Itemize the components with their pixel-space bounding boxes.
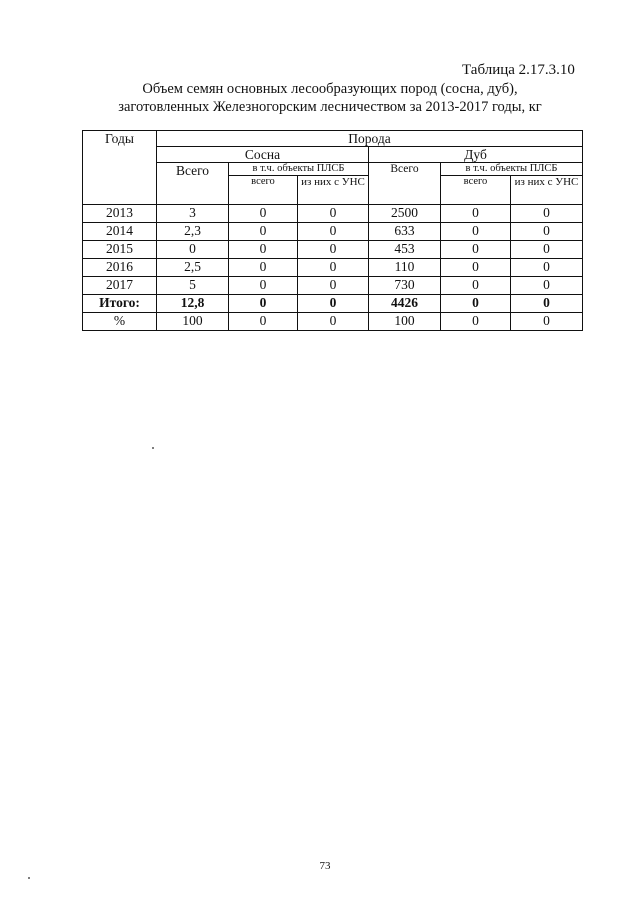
seed-volume-table	[82, 130, 583, 331]
header-oak-incl-plsb: в т.ч. объекты ПЛСБ	[441, 163, 583, 176]
cell-oak-uns: 0	[511, 205, 583, 223]
cell-pine-total: 2,5	[157, 259, 229, 277]
cell-pine-total: 2,3	[157, 223, 229, 241]
total-pine-total: 12,8	[157, 295, 229, 313]
total-label: Итого:	[83, 295, 157, 313]
cell-oak-total: 2500	[369, 205, 441, 223]
caption-line-2: заготовленных Железногорским лесничеством за 2013-2017 годы, кг	[118, 99, 542, 115]
cell-oak-all: 0	[441, 277, 511, 295]
cell-oak-total: 730	[369, 277, 441, 295]
header-oak: Дуб	[369, 147, 583, 163]
percent-row	[83, 313, 583, 331]
cell-oak-uns: 0	[511, 259, 583, 277]
header-pine-with-uns: из них с УНС	[298, 176, 369, 205]
cell-pine-uns: 0	[298, 205, 369, 223]
percent-oak-uns: 0	[511, 313, 583, 331]
cell-oak-total: 110	[369, 259, 441, 277]
scan-speck	[28, 877, 30, 879]
header-oak-all: всего	[441, 176, 511, 205]
table-row	[83, 259, 583, 277]
cell-pine-uns: 0	[298, 223, 369, 241]
cell-year: 2017	[83, 277, 157, 295]
page-number: 73	[319, 860, 331, 872]
cell-pine-uns: 0	[298, 277, 369, 295]
table-row	[83, 277, 583, 295]
table-row	[83, 223, 583, 241]
percent-pine-all: 0	[229, 313, 298, 331]
cell-oak-all: 0	[441, 223, 511, 241]
cell-pine-total: 5	[157, 277, 229, 295]
total-pine-uns: 0	[298, 295, 369, 313]
header-years: Годы	[83, 131, 157, 205]
cell-year: 2016	[83, 259, 157, 277]
table-row	[83, 205, 583, 223]
table-caption	[90, 80, 570, 116]
scan-speck	[152, 447, 154, 449]
percent-oak-all: 0	[441, 313, 511, 331]
cell-oak-uns: 0	[511, 241, 583, 259]
cell-pine-all: 0	[229, 205, 298, 223]
header-pine-incl-plsb: в т.ч. объекты ПЛСБ	[229, 163, 369, 176]
percent-label: %	[83, 313, 157, 331]
header-pine-total: Всего	[157, 163, 229, 205]
cell-oak-all: 0	[441, 241, 511, 259]
header-pine: Сосна	[157, 147, 369, 163]
percent-oak-total: 100	[369, 313, 441, 331]
total-oak-all: 0	[441, 295, 511, 313]
cell-oak-total: 453	[369, 241, 441, 259]
total-oak-total: 4426	[369, 295, 441, 313]
table-number-label: Таблица 2.17.3.10	[462, 62, 575, 78]
table-row	[83, 241, 583, 259]
total-pine-all: 0	[229, 295, 298, 313]
percent-pine-uns: 0	[298, 313, 369, 331]
cell-year: 2015	[83, 241, 157, 259]
cell-year: 2014	[83, 223, 157, 241]
total-row	[83, 295, 583, 313]
cell-pine-all: 0	[229, 277, 298, 295]
cell-oak-uns: 0	[511, 223, 583, 241]
cell-pine-total: 3	[157, 205, 229, 223]
cell-pine-total: 0	[157, 241, 229, 259]
cell-pine-all: 0	[229, 259, 298, 277]
cell-pine-all: 0	[229, 241, 298, 259]
cell-pine-uns: 0	[298, 241, 369, 259]
cell-year: 2013	[83, 205, 157, 223]
header-oak-with-uns: из них с УНС	[511, 176, 583, 205]
header-oak-total: Всего	[369, 163, 441, 205]
total-oak-uns: 0	[511, 295, 583, 313]
cell-oak-uns: 0	[511, 277, 583, 295]
percent-pine-total: 100	[157, 313, 229, 331]
header-species: Порода	[157, 131, 583, 147]
cell-oak-all: 0	[441, 205, 511, 223]
cell-pine-uns: 0	[298, 259, 369, 277]
cell-oak-all: 0	[441, 259, 511, 277]
header-pine-all: всего	[229, 176, 298, 205]
cell-oak-total: 633	[369, 223, 441, 241]
caption-line-1: Объем семян основных лесообразующих пород (сосна, дуб),	[142, 81, 518, 97]
cell-pine-all: 0	[229, 223, 298, 241]
